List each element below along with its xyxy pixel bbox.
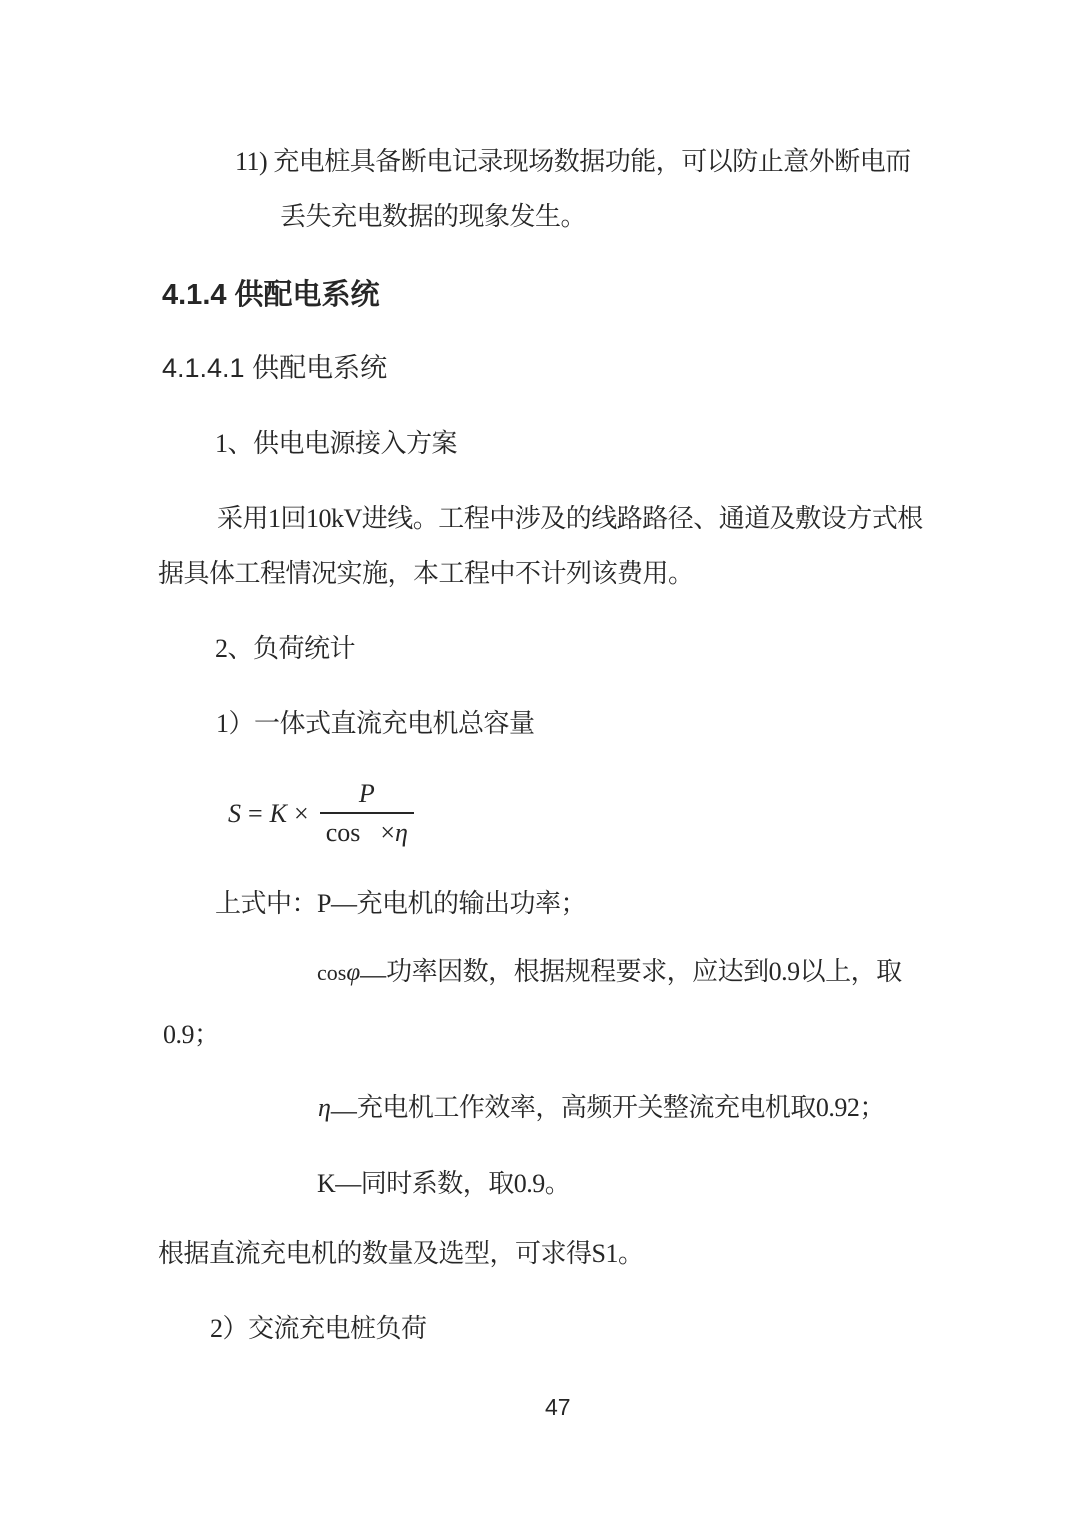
formula-equals-sign: =: [248, 798, 263, 828]
formula-multiply-sign: ×: [294, 798, 309, 828]
em-dash: —: [330, 1096, 357, 1125]
list-item-11-line2: 丢失充电数据的现象发生。: [280, 202, 587, 231]
paragraph-1-body-line1: 采用1回10kV进线。工程中涉及的线路路径、通道及敷设方式根: [217, 504, 923, 533]
cos-phi-description: 功率因数，根据规程要求，应达到0.9以上，取: [386, 957, 902, 986]
formula-fraction: [320, 779, 414, 848]
variable-p-definition: 上式中：P—充电机的输出功率；: [215, 889, 586, 918]
variable-k-definition: K—同时系数，取0.9。: [317, 1169, 571, 1198]
paragraph-1-title: 1、供电电源接入方案: [215, 429, 458, 458]
formula-denominator-multiply: ×: [380, 818, 396, 847]
em-dash: —: [360, 960, 387, 989]
dc-load-conclusion: 根据直流充电机的数量及选型，可求得S1。: [158, 1239, 644, 1268]
formula-numerator: P: [358, 779, 375, 808]
ac-charger-load-item: 2）交流充电桩负荷: [210, 1314, 427, 1343]
formula-denominator: [320, 812, 414, 848]
phi-symbol: φ: [346, 959, 361, 986]
paragraph-2-title: 2、负荷统计: [215, 634, 356, 663]
paragraph-1-body-line2: 据具体工程情况实施，本工程中不计列该费用。: [158, 559, 694, 588]
page-number: 47: [545, 1394, 571, 1420]
formula-cos: cos: [325, 818, 361, 847]
variable-eta-definition: [318, 1092, 885, 1123]
subsection-heading-4-1-4-1: 4.1.4.1 供配电系统: [162, 353, 388, 383]
formula-eta: η: [395, 818, 408, 847]
eta-symbol: η: [318, 1093, 331, 1122]
variable-cos-phi-continuation: 0.9；: [163, 1020, 220, 1049]
capacity-formula: [228, 779, 414, 848]
dc-charger-capacity-item: 1）一体式直流充电机总容量: [216, 709, 535, 738]
formula-var-s: S: [228, 798, 241, 828]
cos-label: cos: [317, 960, 347, 985]
eta-description: 充电机工作效率，高频开关整流充电机取0.92；: [356, 1093, 885, 1122]
section-heading-4-1-4: 4.1.4 供配电系统: [162, 279, 380, 311]
list-item-11-line1: 11) 充电桩具备断电记录现场数据功能，可以防止意外断电而: [235, 147, 911, 176]
formula-var-k: K: [269, 798, 288, 828]
variable-cos-phi-definition: [317, 956, 902, 988]
